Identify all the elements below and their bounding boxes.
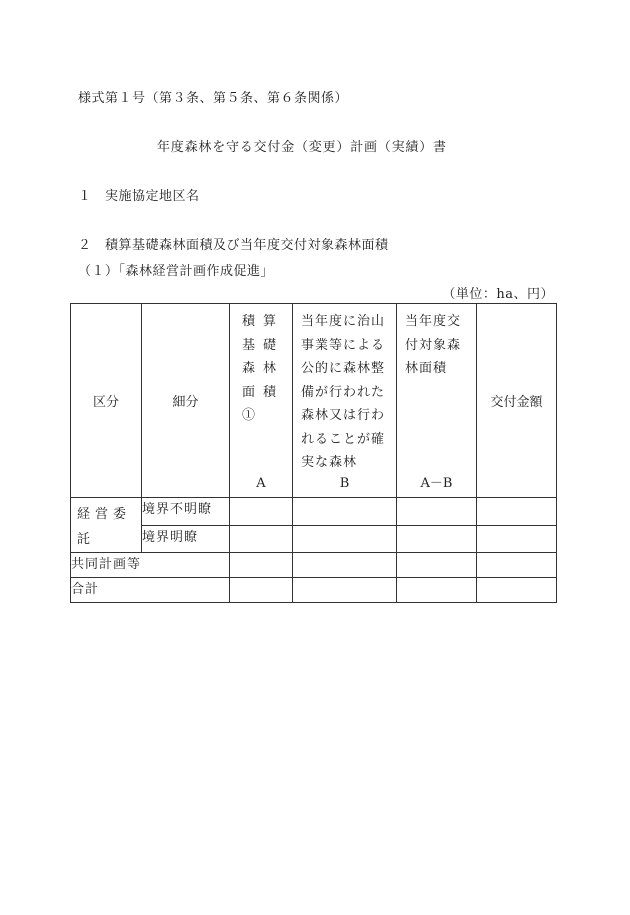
- cell-input[interactable]: [230, 578, 293, 603]
- header-col-a-letter: A: [256, 476, 266, 491]
- cell-input[interactable]: [293, 498, 397, 526]
- header-col-b: [293, 304, 397, 498]
- header-col-c-text: 当年度交付対象森林面積: [405, 314, 462, 376]
- section-1-heading: １ 実施協定地区名: [78, 189, 200, 204]
- header-amount: 交付金額: [477, 304, 557, 498]
- header-col-c-letter: A－B: [420, 476, 453, 491]
- cell-input[interactable]: [397, 578, 477, 603]
- header-col-a: [230, 304, 293, 498]
- subsection-1-heading: （１）「森林経営計画作成促進」: [78, 264, 275, 279]
- document-title: 年度森林を守る交付金（変更）計画（実績）書: [157, 140, 447, 155]
- cell-input[interactable]: [477, 553, 557, 578]
- cell-input[interactable]: [230, 553, 293, 578]
- section-2-heading: ２ 積算基礎森林面積及び当年度交付対象森林面積: [78, 238, 389, 253]
- header-kubun: 区分: [71, 304, 142, 498]
- table-header-row: [71, 304, 557, 498]
- cell-input[interactable]: [397, 553, 477, 578]
- header-col-c: [397, 304, 477, 498]
- form-number: 様式第１号（第３条、第５条、第６条関係）: [78, 91, 349, 106]
- table-row: [71, 553, 557, 578]
- cell-input[interactable]: [293, 578, 397, 603]
- header-saibu: 細分: [142, 304, 230, 498]
- cell-input[interactable]: [397, 498, 477, 526]
- row-label-gokei: 合計: [71, 578, 230, 603]
- table-row: [71, 578, 557, 603]
- cell-input[interactable]: [230, 498, 293, 526]
- row-label-kyodo: 共同計画等: [71, 553, 230, 578]
- cell-input[interactable]: [293, 553, 397, 578]
- cell-input[interactable]: [477, 498, 557, 526]
- unit-note: （単位：ha、円）: [442, 287, 554, 302]
- header-col-b-text: 当年度に治山事業等による公的に森林整備が行われた森林又は行われることが確実な森林: [301, 314, 386, 470]
- row-label-keiei-itaku: 経営委託: [71, 498, 142, 553]
- header-col-b-letter: B: [339, 476, 350, 491]
- table-row: [71, 498, 557, 526]
- area-table: [70, 303, 557, 603]
- cell-input[interactable]: [477, 578, 557, 603]
- cell-input[interactable]: [230, 525, 293, 553]
- header-col-a-text: 積算基礎森林面積①: [242, 314, 285, 423]
- table-row: [71, 525, 557, 553]
- cell-input[interactable]: [293, 525, 397, 553]
- cell-input[interactable]: [397, 525, 477, 553]
- cell-input[interactable]: [477, 525, 557, 553]
- row-label-kyokai-meiryo: 境界明瞭: [142, 525, 230, 553]
- row-label-kyokai-fumeiryo: 境界不明瞭: [142, 498, 230, 526]
